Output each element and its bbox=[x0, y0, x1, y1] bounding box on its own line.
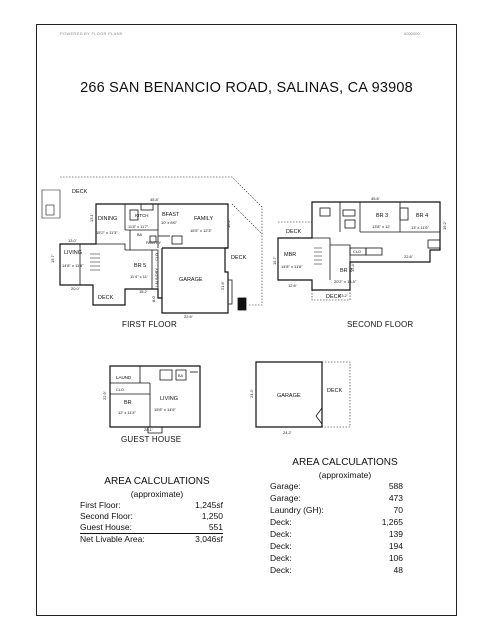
area-right-row bbox=[270, 553, 403, 564]
area-right-row-label: Garage: bbox=[270, 481, 301, 491]
area-right-row-value: 48 bbox=[393, 565, 403, 575]
sf-br4-dim: 13' x 11'6" bbox=[411, 225, 429, 230]
header-right-mark: 0000000 bbox=[404, 31, 420, 36]
ff-bfast-dim: 10' x 8'6" bbox=[161, 220, 178, 225]
sf-deck-label: DECK bbox=[286, 229, 302, 235]
dg-dim-bottom: 24.2' bbox=[283, 430, 292, 435]
ff-deck-right-label: DECK bbox=[231, 255, 247, 261]
area-right-row bbox=[270, 505, 403, 516]
ff-ba-label: BA bbox=[137, 233, 143, 237]
sf-deck-bottom-label: DECK bbox=[326, 294, 342, 300]
dg-deck-label: DECK bbox=[327, 388, 343, 394]
ff-deck-bottom-label: DECK bbox=[98, 295, 114, 301]
ff-laundry-label: LAUNDRY bbox=[154, 267, 159, 287]
area-right-row bbox=[270, 541, 403, 552]
header-left-mark: POWERED BY FLOOR PLANS bbox=[60, 31, 123, 36]
ff-clo-label: CLO bbox=[155, 253, 159, 261]
sf-dim-right: 16.2' bbox=[442, 221, 447, 230]
area-right-row-value: 588 bbox=[388, 481, 403, 491]
gh-br-dim: 12' x 11'4" bbox=[118, 410, 136, 415]
sf-dim-left-bottom: 12.6' bbox=[288, 283, 297, 288]
property-address: 266 SAN BENANCIO ROAD, SALINAS, CA 93908 bbox=[80, 80, 413, 96]
ff-br5-label: BR 5 bbox=[134, 263, 147, 269]
ff-living-dim: 14'8" x 11'8" bbox=[62, 263, 84, 268]
area-right-subtitle: (approximate) bbox=[318, 470, 372, 480]
sf-clo-label: CLO bbox=[353, 250, 361, 254]
area-right-row-value: 1,265 bbox=[381, 517, 403, 527]
gh-ba-label: BA bbox=[178, 374, 184, 378]
area-right-row bbox=[270, 529, 403, 540]
ff-garage-label: GARAGE bbox=[179, 277, 203, 283]
sf-dim-mid: 22.6' bbox=[404, 254, 413, 259]
ff-dim-left: 15.7' bbox=[50, 254, 55, 263]
ff-dim-top: 45.8' bbox=[150, 197, 159, 202]
area-left-row-value: 1,250 bbox=[201, 511, 223, 521]
gh-br-label: BR bbox=[124, 400, 132, 406]
sf-dim-bottom: 23.2' bbox=[339, 293, 348, 298]
ff-dining-dim: 15'2" x 11'3" bbox=[96, 230, 118, 235]
sf-dim-mid2: 15.4' bbox=[350, 263, 355, 272]
ff-dining-label: DINING bbox=[98, 216, 118, 222]
ff-dim-bottom-left: 20.0' bbox=[71, 286, 80, 291]
sf-br4-label: BR 4 bbox=[416, 213, 429, 219]
area-left-row-label: Guest House: bbox=[80, 522, 132, 532]
ff-deck-top-label: DECK bbox=[72, 189, 88, 195]
sf-br3-dim: 13'8" x 12' bbox=[372, 224, 391, 229]
area-left-row-label: First Floor: bbox=[80, 500, 121, 510]
dg-garage-label: GARAGE bbox=[277, 393, 301, 399]
area-right-row-value: 106 bbox=[388, 553, 403, 563]
ff-dim-stair: 8.0' bbox=[151, 295, 156, 302]
ff-family-dim: 16'5" x 12'3" bbox=[190, 228, 212, 233]
area-left-row-value: 3,046sf bbox=[195, 534, 223, 544]
ff-kitch-dim: 11'8" x 11'7" bbox=[128, 225, 149, 229]
sf-mbr-label: MBR bbox=[284, 252, 297, 258]
gh-laund-label: LAUND bbox=[116, 375, 132, 380]
area-left-subtitle: (approximate) bbox=[130, 489, 184, 499]
area-right-row bbox=[270, 517, 403, 528]
ff-family-label: FAMILY bbox=[194, 216, 214, 222]
guest-house-caption: GUEST HOUSE bbox=[121, 435, 182, 444]
detached-garage-plan bbox=[256, 362, 350, 427]
area-right-row-label: Deck: bbox=[270, 541, 292, 551]
sf-dim-left: 15.7' bbox=[272, 256, 277, 265]
area-right-row bbox=[270, 481, 403, 492]
area-right-row-value: 473 bbox=[388, 493, 403, 503]
ff-dim-upper: 13.1' bbox=[89, 213, 94, 222]
area-right-row-label: Garage: bbox=[270, 493, 301, 503]
sf-br2-label: BR 2 bbox=[340, 268, 353, 274]
gh-clo-label: CLO bbox=[116, 388, 124, 392]
area-left-row bbox=[80, 511, 223, 522]
dg-dim-left: 24.3' bbox=[249, 389, 254, 398]
area-right-row bbox=[270, 565, 403, 576]
area-left-title: AREA CALCULATIONS bbox=[104, 476, 210, 487]
area-left-row bbox=[80, 522, 223, 534]
area-right-row-label: Deck: bbox=[270, 529, 292, 539]
ff-dim-left-top: 13.0' bbox=[68, 238, 77, 243]
area-right-row-label: Laundry (GH): bbox=[270, 505, 324, 515]
area-left-row-value: 551 bbox=[208, 522, 223, 532]
sf-dim-top: 45.6' bbox=[371, 196, 380, 201]
ff-dim-mid: 15.2' bbox=[139, 289, 148, 294]
ff-kitch-label: KITCH bbox=[135, 213, 149, 218]
area-left-row-label: Second Floor: bbox=[80, 511, 133, 521]
second-floor-caption: SECOND FLOOR bbox=[347, 320, 414, 329]
gh-dim-left: 22.9' bbox=[102, 391, 107, 400]
gh-living-dim: 15'8" x 14'6" bbox=[154, 407, 176, 412]
gh-living-label: LIVING bbox=[160, 396, 179, 402]
area-right-row-label: Deck: bbox=[270, 517, 292, 527]
area-right-title: AREA CALCULATIONS bbox=[292, 457, 398, 468]
ff-living-label: LIVING bbox=[64, 250, 83, 256]
ff-dim-right: 16.2' bbox=[226, 219, 231, 228]
sf-br3-label: BR 3 bbox=[376, 213, 389, 219]
ff-dim-bottom: 22.6' bbox=[184, 314, 193, 319]
first-floor-caption: FIRST FLOOR bbox=[122, 320, 177, 329]
area-right-row-label: Deck: bbox=[270, 553, 292, 563]
area-left-row-total bbox=[80, 534, 223, 545]
area-left-row bbox=[80, 500, 223, 511]
area-left-row-value: 1,245sf bbox=[195, 500, 223, 510]
area-left-row-label: Net Livable Area: bbox=[80, 534, 145, 544]
area-right-row-label: Deck: bbox=[270, 565, 292, 575]
ff-dim-garage-right: 21.6' bbox=[220, 281, 225, 290]
sf-br2-dim: 20'2" x 13,5" bbox=[334, 279, 357, 284]
area-right-row bbox=[270, 493, 403, 504]
area-right-row-value: 139 bbox=[388, 529, 403, 539]
ff-bfast-label: BFAST bbox=[162, 212, 180, 218]
area-right-row-value: 70 bbox=[393, 505, 403, 515]
gh-dim-bottom: 28.1' bbox=[144, 427, 153, 432]
ff-pantry-label: PANTRY bbox=[146, 241, 162, 245]
area-right-row-value: 194 bbox=[388, 541, 403, 551]
ff-br5-dim: 11'4" x 11' bbox=[130, 274, 148, 279]
sf-mbr-dim: 14'8" x 11'6" bbox=[281, 264, 303, 269]
